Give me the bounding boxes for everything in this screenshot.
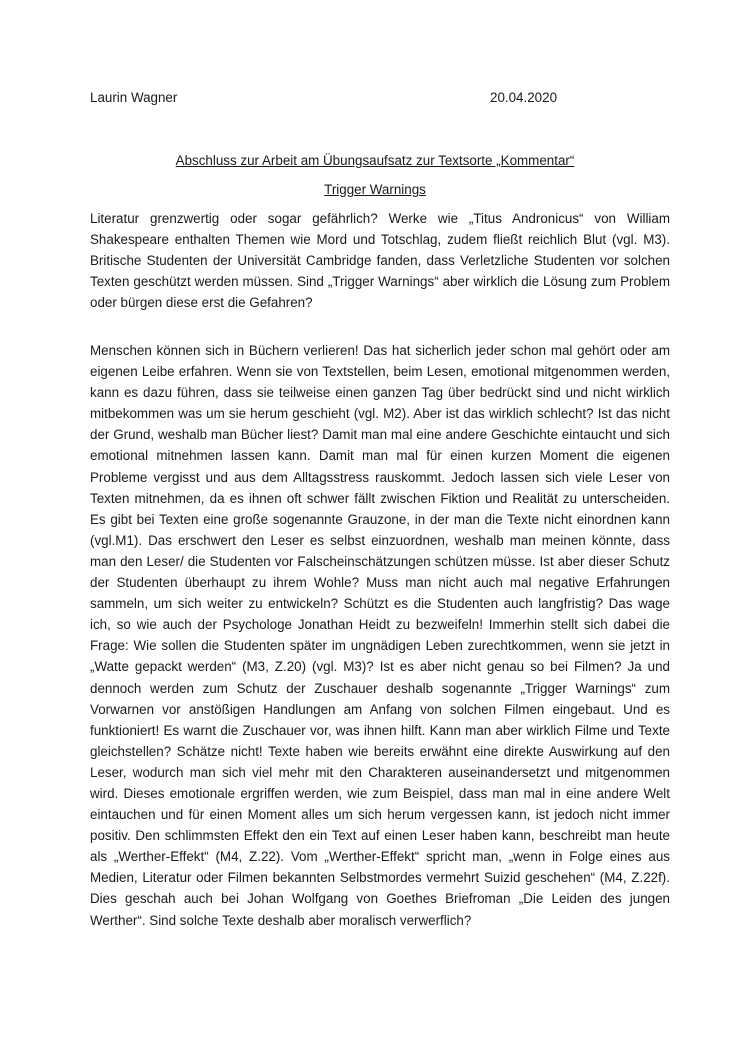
page-header: [90, 90, 660, 110]
document-subtitle: Abschluss zur Arbeit am Übungsaufsatz zur Textsorte „Kommentar“: [175, 153, 575, 168]
body-paragraph: Menschen können sich in Büchern verlieren! Das hat sicherlich jeder schon mal gehört oder am eigenen Leibe erfahren. Wenn sie von Textstellen, beim Lesen, emotional mitgenommen werden, kann es dazu führen, dass sie teilweise einen ganzen Tag über bedrückt sind und nicht wirklich mitbekommen was um sie herum geschieht (vgl. M2). Aber ist das wirklich schlecht? Ist das nicht der Grund, weshalb man Bücher liest? Damit man mal eine andere Geschichte eintaucht und sich emotional mitnehmen lassen kann. Damit man mal für einen kurzen Moment die eigenen Probleme vergisst und aus dem Alltagsstress rauskommt. Jedoch lassen sich viele Leser von Texten mitnehmen, da es ihnen oft schwer fällt zwischen Fiktion und Realität zu unterscheiden. Es gibt bei Texten eine große sogenannte Grauzone, in der man die Texte nicht einordnen kann (vgl.M1). Das erschwert den Leser es selbst einzuordnen, weshalb man meinen könnte, dass man den Leser/ die Studenten vor Falscheinschätzungen schützen müsse. Ist aber dieser Schutz der Studenten überhaupt zu ihrem Wohle? Muss man nicht auch mal negative Erfahrungen sammeln, um sich weiter zu entwickeln? Schützt es die Studenten auch langfristig? Das wage ich, so wie auch der Psychologe Jonathan Heidt zu bezweifeln! Immerhin stellt sich dabei die Frage: Wie sollen die Studenten später im ungnädigen Leben zurechtkommen, wenn sie jetzt in „Watte gepackt werden“ (M3, Z.20) (vgl. M3)? Ist es aber nicht genau so bei Filmen? Ja und dennoch werden zum Schutz der Zuschauer deshalb sogenannte „Trigger Warnings“ zum Vorwarnen vor anstößigen Handlungen am Anfang von solchen Filmen eingebaut. Und es funktioniert! Es warnt die Zuschauer vor, was ihnen hilft. Kann man aber wirklich Filme und Texte gleichstellen? Schätze nicht! Texte haben wie bereits erwähnt eine direkte Auswirkung auf den Leser, wodurch man sich viel mehr mit den Charakteren auseinandersetzt und mitgenommen wird. Dieses emotionale ergriffen werden, wie zum Beispiel, dass man mal in eine andere Welt eintauchen und für einen Moment alles um sich herum vergessen kann, ist jedoch nicht immer positiv. Den schlimmsten Effekt den ein Text auf einen Leser haben kann, beschreibt man heute als „Werther-Effekt“ (M4, Z.22). Vom „Werther-Effekt“ spricht man, „wenn in Folge eines aus Medien, Literatur oder Filmen bekannten Selbstmordes vermehrt Suizid geschehen“ (M4, Z.22f). Dies geschah auch bei Johan Wolfgang von Goethes Briefroman „Die Leiden des jungen Werther“. Sind solche Texte deshalb aber moralisch verwerflich?: [90, 343, 670, 928]
intro-paragraph: Literatur grenzwertig oder sogar gefährlich? Werke wie „Titus Andronicus“ von William Shakespeare enthalten Themen wie Mord und Totschlag, zudem fließt reichlich Blut (vgl. M3). Britische Studenten der Universität Cambridge fanden, dass Verletzliche Studenten vor solchen Texten geschützt werden müssen. Sind „Trigger Warnings“ aber wirklich die Lösung zum Problem oder bürgen diese erst die Gefahren?: [90, 211, 670, 311]
document-title: Trigger Warnings: [324, 182, 426, 197]
author-name: Laurin Wagner: [90, 90, 178, 105]
document-date: 20.04.2020: [490, 90, 558, 105]
